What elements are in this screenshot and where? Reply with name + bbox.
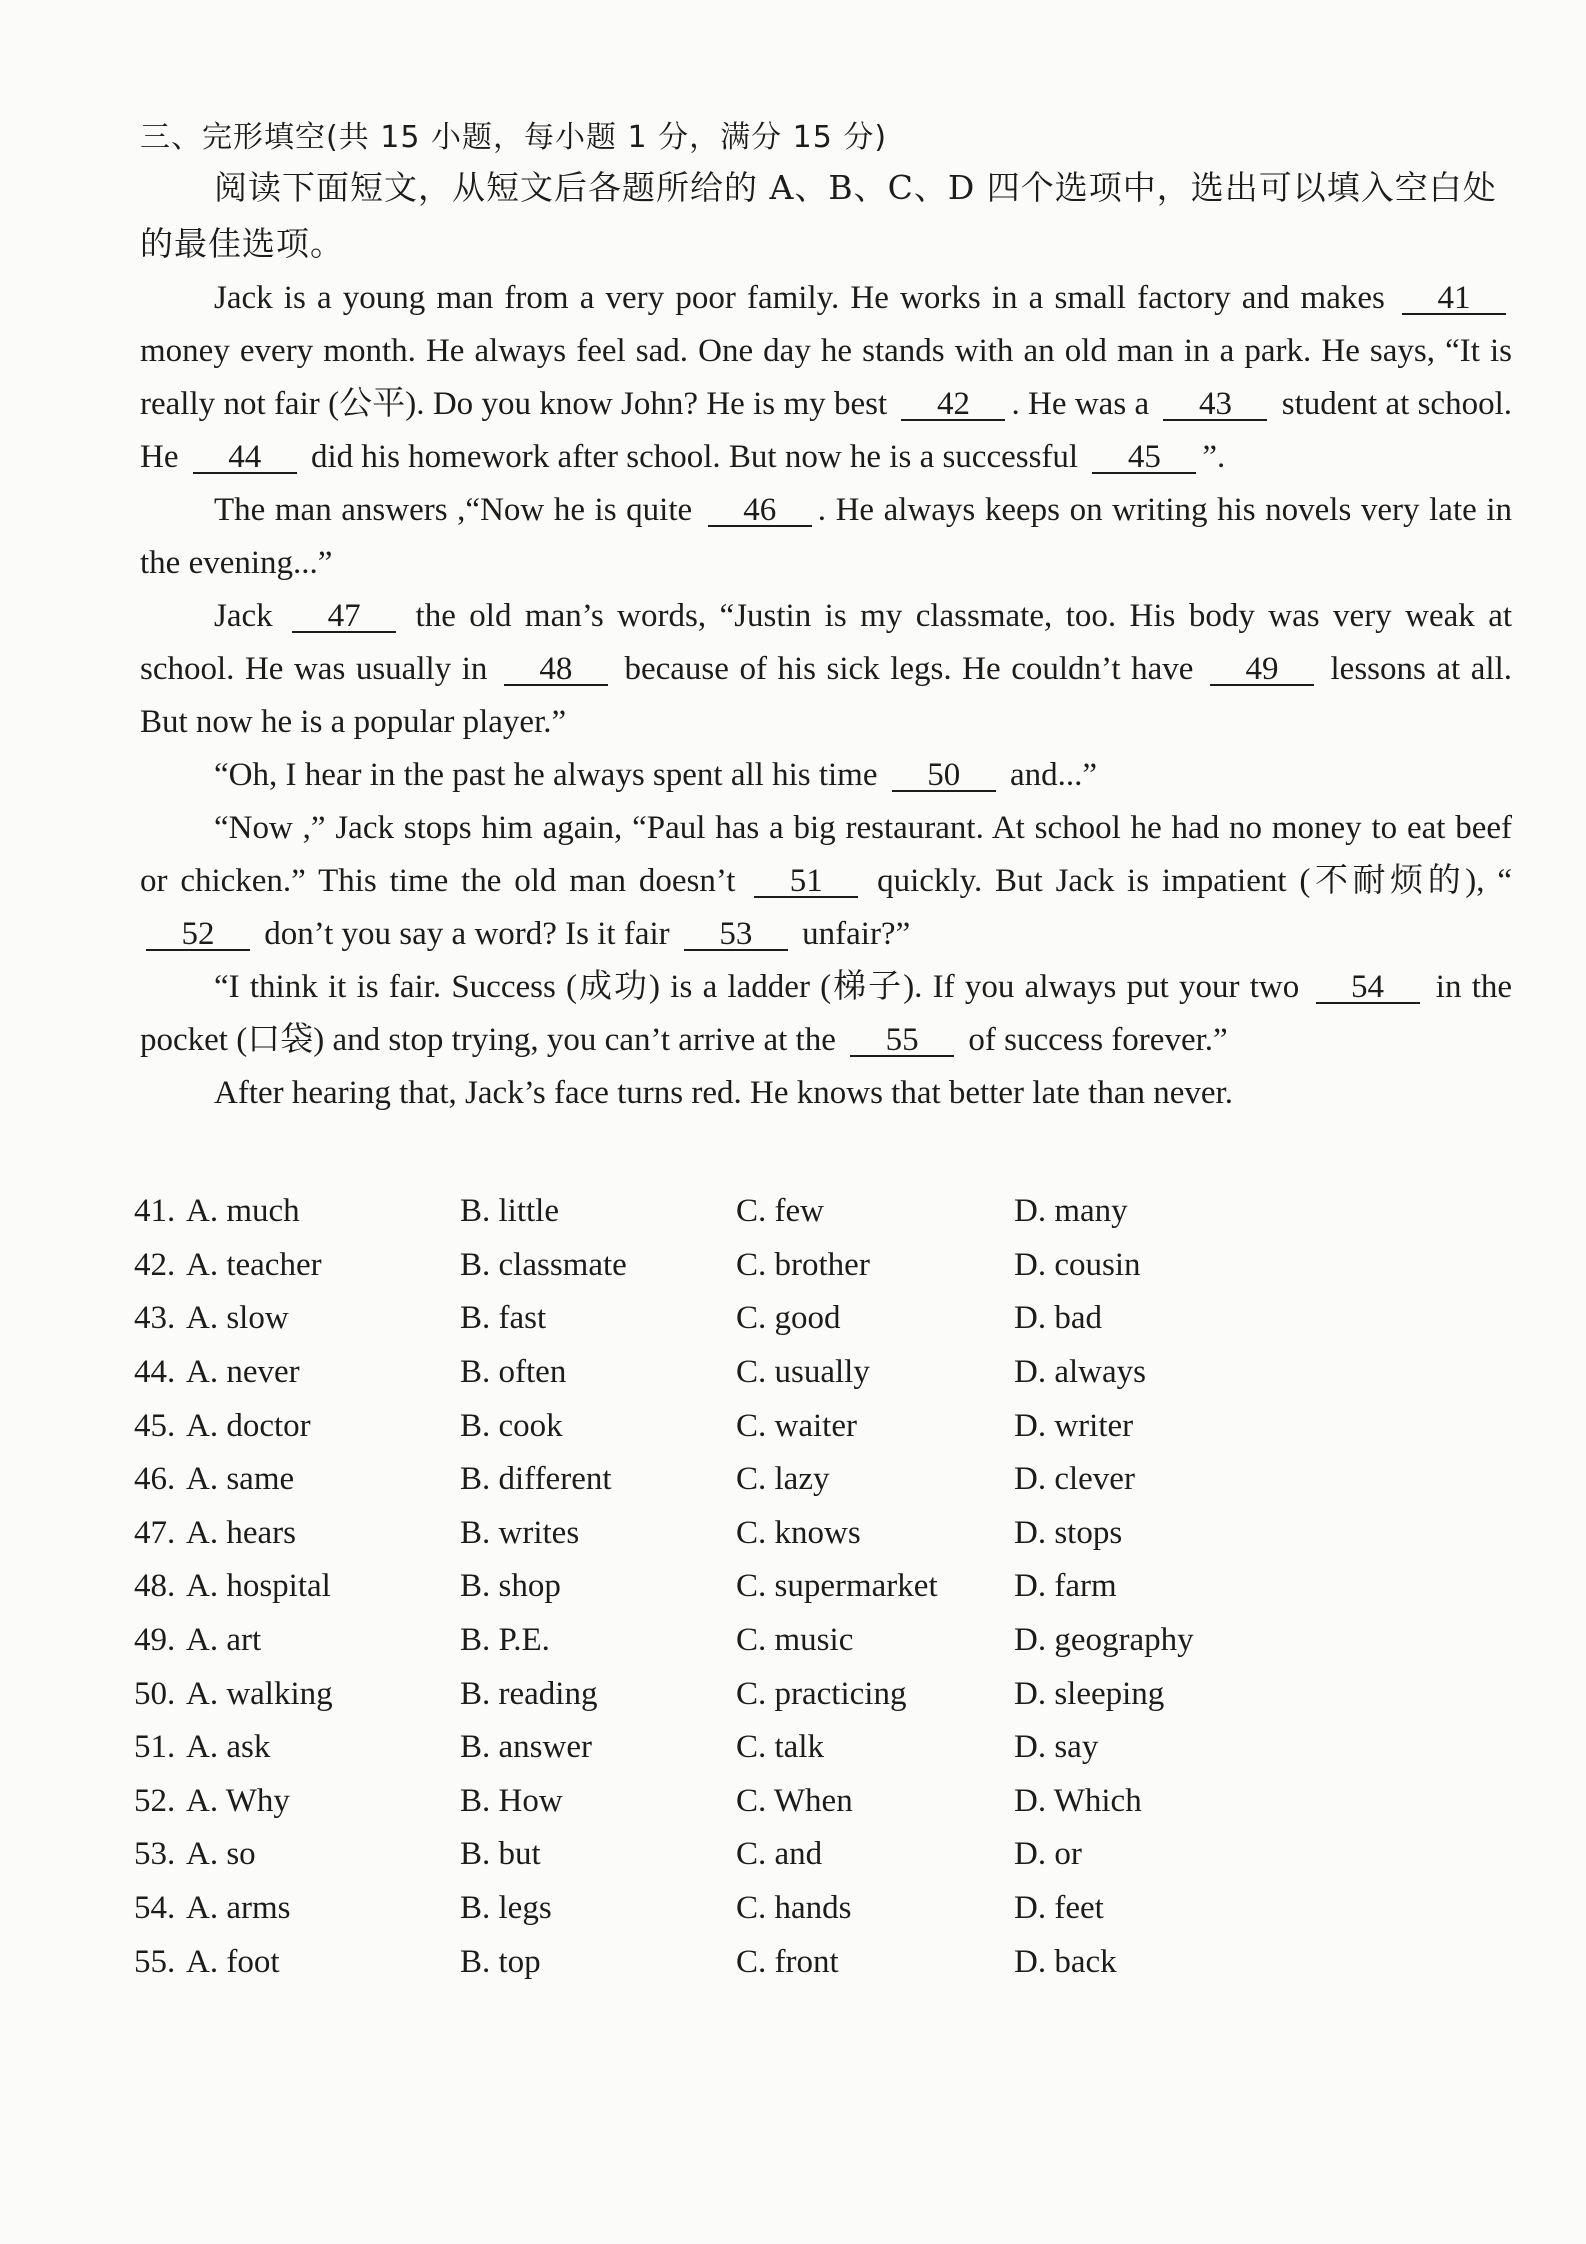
blank-49: 49: [1210, 654, 1314, 686]
question-row-43: [134, 1292, 1254, 1346]
blank-46: 46: [708, 495, 812, 527]
option-c: C. and: [736, 1836, 823, 1873]
option-a: A. hospital: [186, 1568, 331, 1605]
option-c: C. usually: [736, 1354, 870, 1391]
option-d: D. clever: [1014, 1461, 1135, 1498]
question-number: 54.: [134, 1890, 176, 1927]
question-row-53: [134, 1828, 1254, 1882]
blank-47: 47: [292, 601, 396, 633]
option-c: C. few: [736, 1193, 824, 1230]
passage-text: student at school. He: [140, 386, 1513, 475]
option-c: C. hands: [736, 1890, 852, 1927]
question-number: 47.: [134, 1514, 176, 1551]
question-number: 46.: [134, 1461, 176, 1498]
option-b: B. but: [460, 1836, 541, 1873]
option-d: D. many: [1014, 1193, 1128, 1230]
question-number: 55.: [134, 1943, 176, 1980]
passage-text: . He always keeps on writing his novels very late in the evening...”: [140, 492, 1513, 581]
option-b: B. answer: [460, 1729, 592, 1766]
passage-text: The man answers ,“Now he is quite: [214, 492, 693, 528]
passage-text: because of his sick legs. He couldn’t have: [624, 651, 1194, 687]
question-row-46: [134, 1453, 1254, 1507]
blank-43: 43: [1163, 389, 1267, 421]
passage-text: did his homework after school. But now he is a successful: [310, 439, 1079, 475]
option-a: A. same: [186, 1461, 295, 1498]
option-c: C. When: [736, 1782, 853, 1819]
question-number: 51.: [134, 1729, 176, 1766]
option-d: D. say: [1014, 1729, 1099, 1766]
paragraph-3: [140, 590, 1512, 749]
question-row-49: [134, 1614, 1254, 1668]
option-b: B. writes: [460, 1514, 580, 1551]
option-a: A. foot: [186, 1943, 280, 1980]
question-row-45: [134, 1399, 1254, 1453]
option-d: D. feet: [1014, 1890, 1104, 1927]
option-d: D. bad: [1014, 1300, 1102, 1337]
question-row-44: [134, 1346, 1254, 1400]
question-row-55: [134, 1935, 1254, 1989]
option-b: B. classmate: [460, 1246, 627, 1283]
passage-text: money every month. He always feel sad. One day he stands with an old man in a park. He says, “It is really not fair (公平). Do you know John? He is my best: [140, 333, 1512, 422]
section-title: 三、完形填空(共 15 小题，每小题 1 分，满分 15 分): [140, 120, 888, 155]
option-d: D. cousin: [1014, 1246, 1141, 1283]
option-b: B. P.E.: [460, 1622, 550, 1659]
option-b: B. often: [460, 1354, 567, 1391]
paragraph-4: [140, 749, 1512, 802]
option-d: D. geography: [1014, 1622, 1194, 1659]
question-row-51: [134, 1721, 1254, 1775]
option-a: A. ask: [186, 1729, 271, 1766]
paragraph-1: [140, 272, 1512, 484]
question-row-42: [134, 1239, 1254, 1293]
paragraph-7: [140, 1067, 1512, 1120]
option-b: B. How: [460, 1782, 563, 1819]
paragraph-5: [140, 802, 1512, 961]
passage-text: Jack is a young man from a very poor family. He works in a small factory and makes: [214, 280, 1385, 316]
question-row-52: [134, 1775, 1254, 1829]
cloze-passage: [140, 272, 1512, 1120]
question-number: 44.: [134, 1354, 176, 1391]
blank-42: 42: [901, 389, 1005, 421]
question-row-54: [134, 1882, 1254, 1936]
option-c: C. waiter: [736, 1407, 857, 1444]
paragraph-2: [140, 484, 1512, 590]
passage-text: quickly. But Jack is impatient (不耐烦的), “: [877, 863, 1513, 899]
question-number: 49.: [134, 1622, 176, 1659]
paragraph-6: [140, 961, 1512, 1067]
blank-41: 41: [1402, 283, 1506, 315]
passage-text: and...”: [1009, 757, 1098, 793]
option-a: A. walking: [186, 1675, 333, 1712]
option-d: D. sleeping: [1014, 1675, 1165, 1712]
blank-53: 53: [684, 919, 788, 951]
passage-text: “I think it is fair. Success (成功) is a ladder (梯子). If you always put your two: [214, 969, 1300, 1005]
option-a: A. teacher: [186, 1246, 322, 1283]
option-c: C. knows: [736, 1514, 861, 1551]
option-b: B. reading: [460, 1675, 598, 1712]
question-number: 48.: [134, 1568, 176, 1605]
blank-52: 52: [146, 919, 250, 951]
instructions: 阅读下面短文，从短文后各题所给的 A、B、C、D 四个选项中，选出可以填入空白处的最佳选项。: [140, 168, 1497, 263]
question-number: 45.: [134, 1407, 176, 1444]
option-a: A. art: [186, 1622, 262, 1659]
question-row-41: [134, 1185, 1254, 1239]
option-c: C. music: [736, 1622, 854, 1659]
option-a: A. hears: [186, 1514, 296, 1551]
question-number: 43.: [134, 1300, 176, 1337]
option-c: C. lazy: [736, 1461, 830, 1498]
option-d: D. stops: [1014, 1514, 1123, 1551]
answer-options: [134, 1185, 1254, 1989]
passage-text: . He was a: [1011, 386, 1150, 422]
option-c: C. front: [736, 1943, 839, 1980]
blank-44: 44: [193, 442, 297, 474]
question-number: 42.: [134, 1246, 176, 1283]
option-a: A. never: [186, 1354, 300, 1391]
passage-text: ”.: [1202, 439, 1226, 475]
option-b: B. top: [460, 1943, 541, 1980]
option-d: D. writer: [1014, 1407, 1134, 1444]
option-c: C. talk: [736, 1729, 824, 1766]
blank-50: 50: [892, 760, 996, 792]
question-number: 50.: [134, 1675, 176, 1712]
option-d: D. Which: [1014, 1782, 1142, 1819]
option-b: B. cook: [460, 1407, 563, 1444]
question-row-48: [134, 1560, 1254, 1614]
option-d: D. always: [1014, 1354, 1146, 1391]
passage-text: of success forever.”: [968, 1022, 1228, 1058]
question-number: 53.: [134, 1836, 176, 1873]
option-c: C. supermarket: [736, 1568, 938, 1605]
passage-text: the old man’s words, “Justin is my classmate, too. His body was very weak at school. He was usually in: [140, 598, 1513, 687]
option-d: D. or: [1014, 1836, 1082, 1873]
option-a: A. so: [186, 1836, 256, 1873]
question-number: 41.: [134, 1193, 176, 1230]
option-b: B. little: [460, 1193, 559, 1230]
option-a: A. arms: [186, 1890, 291, 1927]
option-b: B. shop: [460, 1568, 561, 1605]
option-b: B. fast: [460, 1300, 547, 1337]
passage-text: “Now ,” Jack stops him again, “Paul has a big restaurant. At school he had no money to eat beef or chicken.” This time the old man doesn’t: [140, 810, 1512, 899]
passage-text: Jack: [214, 598, 273, 634]
option-d: D. farm: [1014, 1568, 1117, 1605]
option-a: A. slow: [186, 1300, 289, 1337]
option-a: A. Why: [186, 1782, 290, 1819]
question-number: 52.: [134, 1782, 176, 1819]
question-row-47: [134, 1507, 1254, 1561]
option-c: C. practicing: [736, 1675, 907, 1712]
blank-45: 45: [1092, 442, 1196, 474]
option-c: C. good: [736, 1300, 841, 1337]
option-c: C. brother: [736, 1246, 870, 1283]
passage-text: in the pocket (口袋) and stop trying, you can’t arrive at the: [140, 969, 1513, 1058]
blank-48: 48: [504, 654, 608, 686]
blank-51: 51: [754, 866, 858, 898]
option-b: B. legs: [460, 1890, 552, 1927]
option-a: A. much: [186, 1193, 300, 1230]
option-d: D. back: [1014, 1943, 1117, 1980]
passage-text: After hearing that, Jack’s face turns red. He knows that better late than never.: [214, 1075, 1233, 1111]
passage-text: lessons at all. But now he is a popular player.”: [140, 651, 1512, 740]
passage-text: “Oh, I hear in the past he always spent all his time: [214, 757, 878, 793]
option-a: A. doctor: [186, 1407, 311, 1444]
passage-text: unfair?”: [802, 916, 911, 952]
blank-55: 55: [850, 1025, 954, 1057]
passage-text: don’t you say a word? Is it fair: [264, 916, 670, 952]
question-row-50: [134, 1667, 1254, 1721]
option-b: B. different: [460, 1461, 612, 1498]
blank-54: 54: [1316, 972, 1420, 1004]
